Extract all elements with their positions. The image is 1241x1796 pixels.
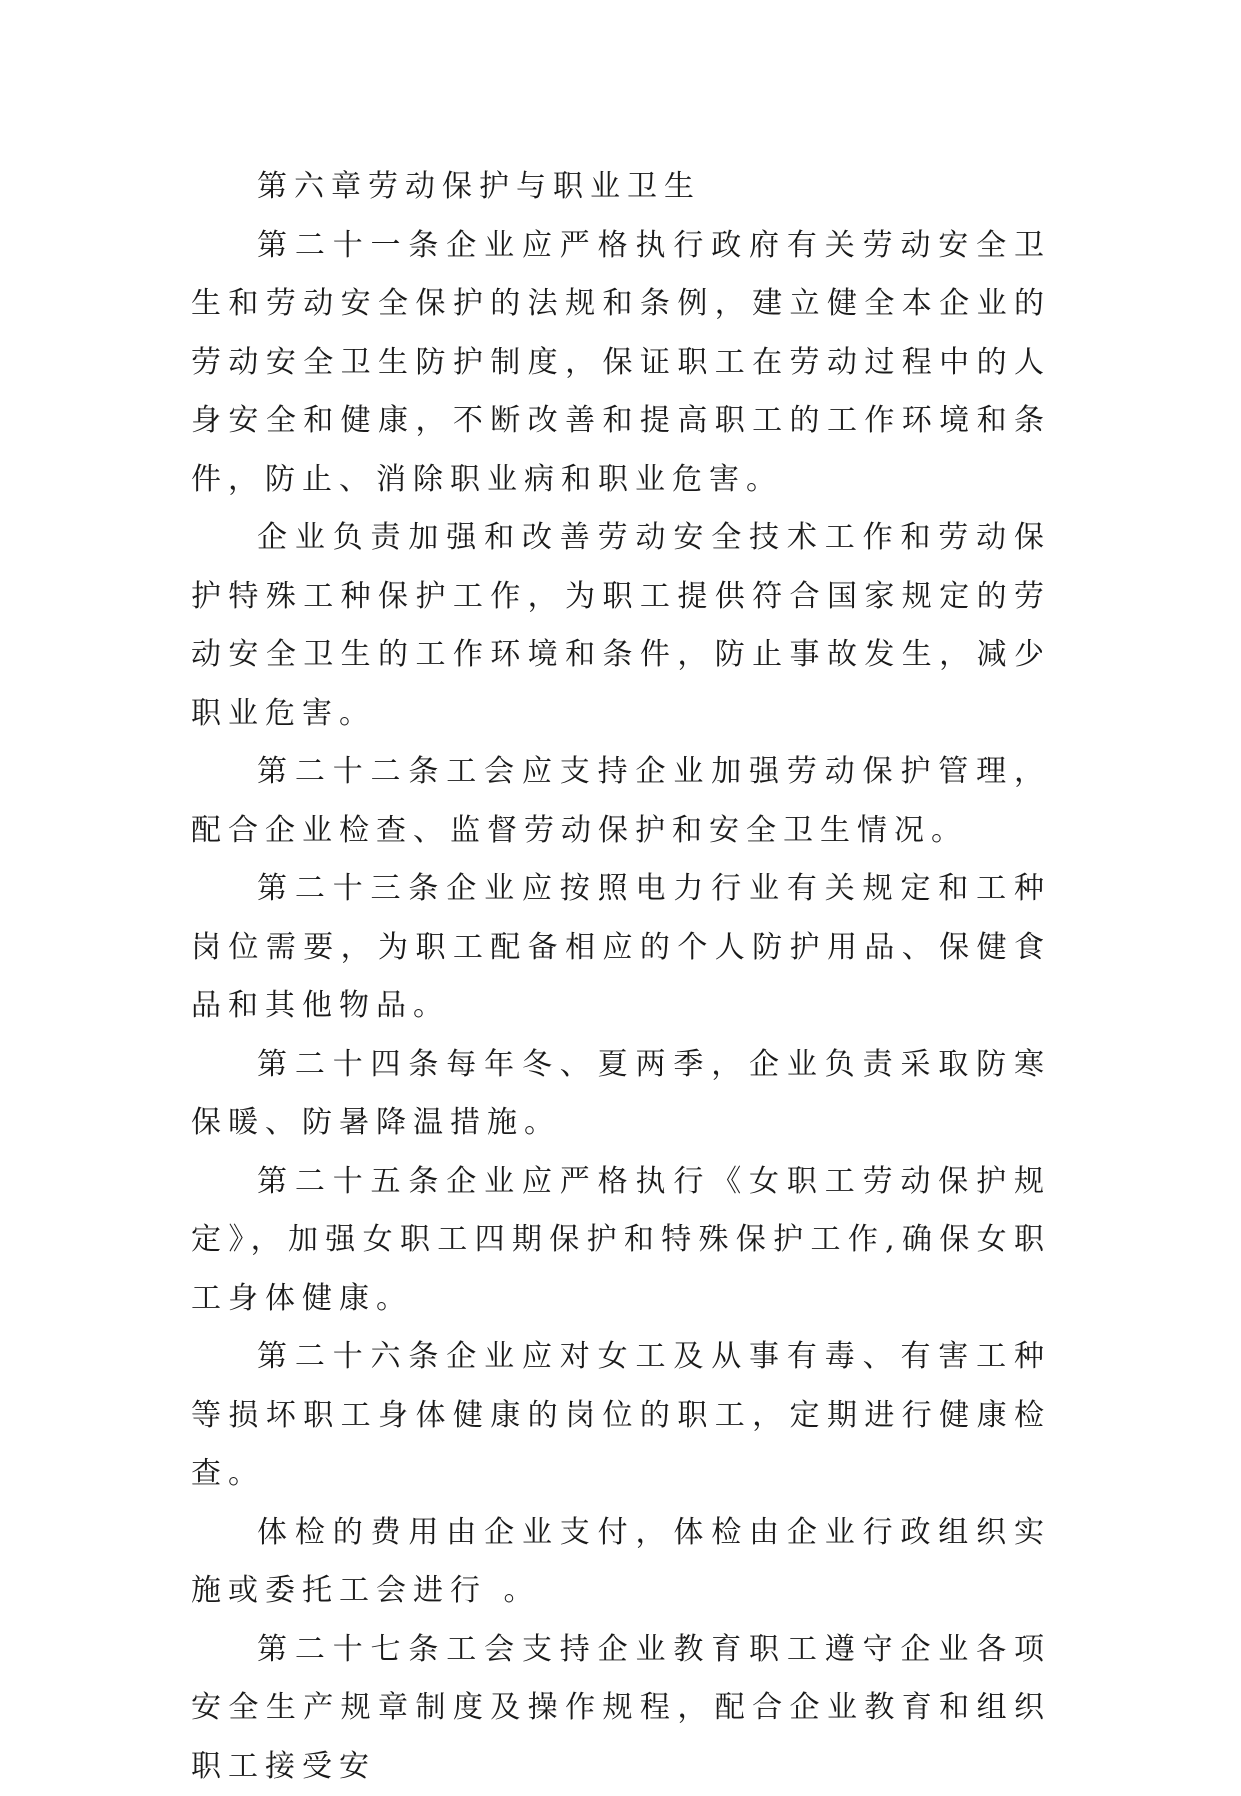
paragraph-article-24: 第二十四条每年冬、夏两季，企业负责采取防寒保暖、防暑降温措施。 xyxy=(191,1036,1051,1153)
paragraph-article-25: 第二十五条企业应严格执行《女职工劳动保护规定》，加强女职工四期保护和特殊保护工作,确保女职工身体健康。 xyxy=(191,1153,1051,1329)
paragraph-article-27: 第二十七条工会支持企业教育职工遵守企业各项安全生产规章制度及操作规程，配合企业教育和组织职工接受安 xyxy=(191,1621,1051,1796)
paragraph-article-22: 第二十二条工会应支持企业加强劳动保护管理，配合企业检查、监督劳动保护和安全卫生情况。 xyxy=(191,743,1051,860)
paragraph-article-21: 第二十一条企业应严格执行政府有关劳动安全卫生和劳动安全保护的法规和条例，建立健全本企业的劳动安全卫生防护制度，保证职工在劳动过程中的人身安全和健康，不断改善和提高职工的工作环境和条件，防止、消除职业病和职业危害。 xyxy=(191,217,1051,510)
paragraph-enterprise-duty: 企业负责加强和改善劳动安全技术工作和劳动保护特殊工种保护工作，为职工提供符合国家规定的劳动安全卫生的工作环境和条件，防止事故发生，减少职业危害。 xyxy=(191,509,1051,743)
document-body xyxy=(191,158,1051,1796)
paragraph-article-26: 第二十六条企业应对女工及从事有毒、有害工种等损坏职工身体健康的岗位的职工，定期进行健康检查。 xyxy=(191,1328,1051,1504)
paragraph-article-23: 第二十三条企业应按照电力行业有关规定和工种岗位需要，为职工配备相应的个人防护用品、保健食品和其他物品。 xyxy=(191,860,1051,1036)
chapter-heading: 第六章劳动保护与职业卫生 xyxy=(191,158,1051,217)
paragraph-health-check-fee: 体检的费用由企业支付，体检由企业行政组织实施或委托工会进行 。 xyxy=(191,1504,1051,1621)
